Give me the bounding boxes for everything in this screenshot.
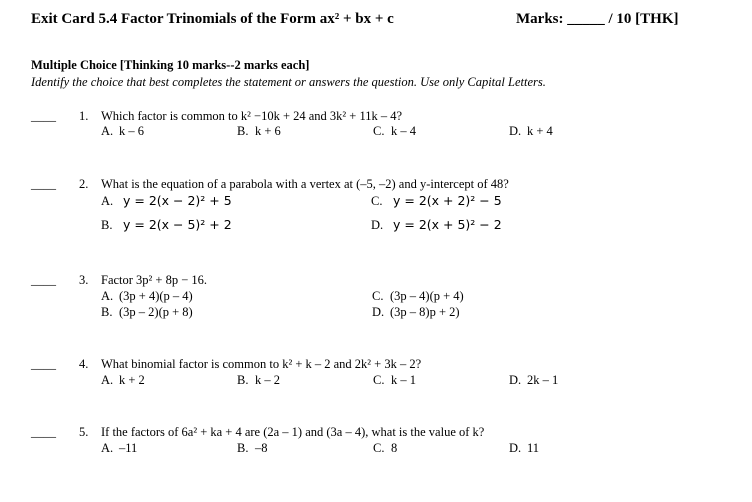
option[interactable] xyxy=(101,373,145,388)
option-label: B. xyxy=(101,218,113,232)
option-value: 8 xyxy=(391,441,398,455)
page-title: Exit Card 5.4 Factor Trinomials of the Form ax² + bx + c xyxy=(31,11,394,27)
option[interactable] xyxy=(509,441,539,456)
option[interactable] xyxy=(371,217,502,233)
question-text: Factor 3p² + 8p − 16. xyxy=(101,273,208,287)
option-value: 2k – 1 xyxy=(527,373,559,387)
option[interactable] xyxy=(101,289,193,304)
question-number: 1. xyxy=(79,109,89,123)
option[interactable] xyxy=(509,373,558,388)
option[interactable] xyxy=(373,124,416,139)
option-value: k – 4 xyxy=(391,124,416,138)
option-label: B. xyxy=(237,124,249,138)
option-value: 11 xyxy=(527,441,540,455)
option-value: k + 2 xyxy=(119,373,145,387)
option-label: B. xyxy=(237,373,249,387)
option[interactable] xyxy=(101,217,232,233)
option-value: k + 4 xyxy=(527,124,553,138)
option-value: k – 2 xyxy=(255,373,280,387)
question-text: Which factor is common to k² −10k + 24 and 3k² + 11k – 4? xyxy=(101,109,403,123)
option-label: C. xyxy=(373,373,385,387)
option-label: B. xyxy=(101,305,113,319)
option-value: (3p – 8)p + 2) xyxy=(390,305,460,319)
option[interactable] xyxy=(373,441,397,456)
option-value: y = 2(x + 5)² − 2 xyxy=(393,217,502,232)
option[interactable] xyxy=(371,193,502,209)
option-label: C. xyxy=(372,289,384,303)
answer-blank[interactable]: ____ xyxy=(31,425,56,439)
option[interactable] xyxy=(101,124,144,139)
question-number: 2. xyxy=(79,177,89,191)
option-label: D. xyxy=(509,441,522,455)
option[interactable] xyxy=(237,373,280,388)
option-label: D. xyxy=(371,218,384,232)
answer-blank[interactable]: ____ xyxy=(31,357,56,371)
option-value: –8 xyxy=(255,441,268,455)
answer-blank[interactable]: ____ xyxy=(31,273,56,287)
option-value: y = 2(x − 5)² + 2 xyxy=(123,217,232,232)
option-label: A. xyxy=(101,194,114,208)
option-value: (3p + 4)(p – 4) xyxy=(119,289,193,303)
option[interactable] xyxy=(101,305,193,320)
option[interactable] xyxy=(509,124,553,139)
option-label: C. xyxy=(371,194,383,208)
question-number: 4. xyxy=(79,357,89,371)
option-value: k – 1 xyxy=(391,373,416,387)
option-value: (3p – 2)(p + 8) xyxy=(119,305,193,319)
option-label: D. xyxy=(509,124,522,138)
option[interactable] xyxy=(237,124,281,139)
option-value: k – 6 xyxy=(119,124,144,138)
option-value: –11 xyxy=(119,441,138,455)
question-text: What binomial factor is common to k² + k – 2 and 2k² + 3k – 2? xyxy=(101,357,422,371)
option-label: D. xyxy=(372,305,385,319)
option-label: C. xyxy=(373,441,385,455)
question-number: 3. xyxy=(79,273,89,287)
option-label: C. xyxy=(373,124,385,138)
option-value: y = 2(x + 2)² − 5 xyxy=(393,193,502,208)
option-label: A. xyxy=(101,373,114,387)
option-label: B. xyxy=(237,441,249,455)
question-text: If the factors of 6a² + ka + 4 are (2a – 1) and (3a – 4), what is the value of k? xyxy=(101,425,485,439)
answer-blank[interactable]: ____ xyxy=(31,177,56,191)
option[interactable] xyxy=(372,305,460,320)
option-label: D. xyxy=(509,373,522,387)
answer-blank[interactable]: ____ xyxy=(31,109,56,123)
option-label: A. xyxy=(101,441,114,455)
option-label: A. xyxy=(101,124,114,138)
question-text: What is the equation of a parabola with a vertex at (–5, –2) and y-intercept of 48? xyxy=(101,177,509,191)
instructions: Identify the choice that best completes the statement or answers the question. Use only Capital Letters. xyxy=(31,75,546,89)
option-value: k + 6 xyxy=(255,124,281,138)
option-value: (3p – 4)(p + 4) xyxy=(390,289,464,303)
option-value: y = 2(x − 2)² + 5 xyxy=(123,193,232,208)
option[interactable] xyxy=(101,441,137,456)
option[interactable] xyxy=(372,289,464,304)
marks-field: Marks: _____ / 10 [THK] xyxy=(516,11,679,27)
option[interactable] xyxy=(237,441,268,456)
option-label: A. xyxy=(101,289,114,303)
option[interactable] xyxy=(373,373,416,388)
option[interactable] xyxy=(101,193,232,209)
question-number: 5. xyxy=(79,425,89,439)
section-heading: Multiple Choice [Thinking 10 marks--2 marks each] xyxy=(31,58,310,72)
